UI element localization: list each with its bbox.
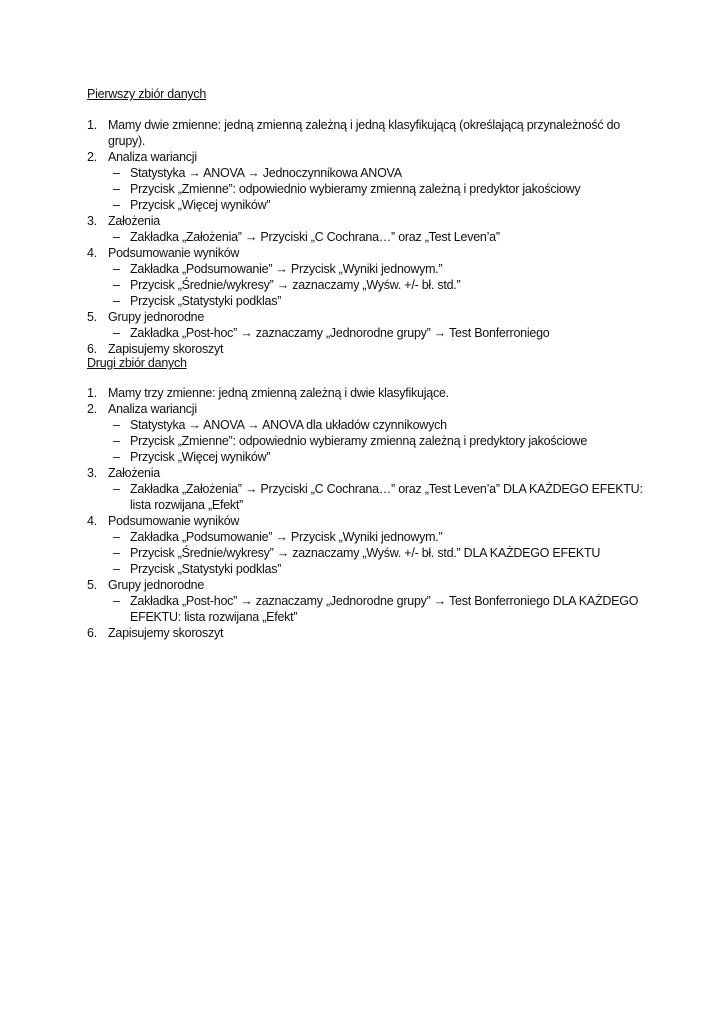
list-item-number: 1. [87, 386, 97, 400]
dash-bullet: – [113, 562, 120, 576]
list-item-number: 6. [87, 626, 97, 640]
list-item-text: Mamy trzy zmienne: jedną zmienną zależną i dwie klasyfikujące. [108, 386, 449, 400]
list-item-number: 4. [87, 514, 97, 528]
dash-bullet: – [113, 198, 120, 212]
list-item [87, 401, 647, 417]
section-title-first-dataset: Pierwszy zbiór danych [87, 87, 207, 101]
sub-item-text: Zakładka „Post-hoc” → zaznaczamy „Jednorodne grupy” → Test Bonferroniego [130, 326, 550, 340]
sub-item [87, 593, 647, 625]
list-item-number: 6. [87, 342, 97, 356]
sub-item-text: Przycisk „Statystyki podklas” [130, 294, 282, 308]
list-item-number: 2. [87, 402, 97, 416]
sub-item [87, 561, 647, 577]
dash-bullet: – [113, 546, 120, 560]
sub-item [87, 181, 647, 197]
list-item-number: 1. [87, 118, 97, 132]
sub-item [87, 449, 647, 465]
list-item [87, 577, 647, 593]
sub-item-text: Przycisk „Zmienne”: odpowiednio wybieramy zmienną zależną i predyktor jakościowy [130, 182, 581, 196]
dash-bullet: – [113, 434, 120, 448]
list-item-text: Podsumowanie wyników [108, 514, 240, 528]
list-item [87, 117, 647, 149]
sub-item-text: Przycisk „Więcej wyników” [130, 198, 271, 212]
dash-bullet: – [113, 182, 120, 196]
sub-item [87, 325, 647, 341]
sub-item-text: Zakładka „Podsumowanie” → Przycisk „Wyniki jednowym.” [130, 530, 443, 544]
list-item-number: 2. [87, 150, 97, 164]
sub-item-text: Statystyka → ANOVA → ANOVA dla układów czynnikowych [130, 418, 447, 432]
dash-bullet: – [113, 450, 120, 464]
sub-item [87, 293, 647, 309]
sub-item-text: Statystyka → ANOVA → Jednoczynnikowa ANOVA [130, 166, 402, 180]
sub-item-text: Przycisk „Zmienne”: odpowiednio wybieramy zmienną zależną i predyktory jakościowe [130, 434, 588, 448]
list-item [87, 625, 647, 641]
dash-bullet: – [113, 278, 120, 292]
sub-item-text: Zakładka „Założenia” → Przyciski „C Cochrana…” oraz „Test Leven’a” DLA KAŻDEGO EFEKTU: lista rozwijana „Efekt” [130, 482, 643, 512]
list-item-text: Założenia [108, 466, 160, 480]
dash-bullet: – [113, 326, 120, 340]
sub-item-text: Przycisk „Więcej wyników” [130, 450, 271, 464]
list-item [87, 245, 647, 261]
sub-item-text: Zakładka „Post-hoc” → zaznaczamy „Jednorodne grupy” → Test Bonferroniego DLA KAŻDEGO EFEKTU: lista rozwijana „Efekt” [130, 594, 639, 624]
sub-item-text: Zakładka „Podsumowanie” → Przycisk „Wyniki jednowym.” [130, 262, 443, 276]
dash-bullet: – [113, 594, 120, 608]
list-item-number: 3. [87, 466, 97, 480]
sub-item [87, 417, 647, 433]
sub-item [87, 277, 647, 293]
list-item-number: 3. [87, 214, 97, 228]
dash-bullet: – [113, 166, 120, 180]
list-item-text: Mamy dwie zmienne: jedną zmienną zależną i jedną klasyfikującą (określającą przynależność do grupy). [108, 118, 620, 148]
dash-bullet: – [113, 530, 120, 544]
list-item-text: Grupy jednorodne [108, 578, 205, 592]
sub-item [87, 229, 647, 245]
dash-bullet: – [113, 294, 120, 308]
list-item-number: 5. [87, 310, 97, 324]
dash-bullet: – [113, 230, 120, 244]
list-item [87, 309, 647, 325]
list-item-text: Założenia [108, 214, 160, 228]
list-item-text: Analiza wariancji [108, 150, 197, 164]
list-item-text: Grupy jednorodne [108, 310, 205, 324]
section-title-second-dataset: Drugi zbiór danych [87, 356, 187, 370]
sub-item [87, 433, 647, 449]
sub-item-text: Przycisk „Statystyki podklas” [130, 562, 282, 576]
list-item [87, 465, 647, 481]
first-dataset-list [87, 117, 647, 357]
sub-item [87, 545, 647, 561]
sub-item-text: Przycisk „Średnie/wykresy” → zaznaczamy „Wyśw. +/- bł. std.” DLA KAŻDEGO EFEKTU [130, 546, 601, 560]
list-item-text: Zapisujemy skoroszyt [108, 626, 224, 640]
list-item [87, 513, 647, 529]
list-item-text: Podsumowanie wyników [108, 246, 240, 260]
sub-item [87, 165, 647, 181]
dash-bullet: – [113, 262, 120, 276]
dash-bullet: – [113, 482, 120, 496]
sub-item [87, 481, 647, 513]
list-item-number: 5. [87, 578, 97, 592]
list-item [87, 213, 647, 229]
list-item [87, 149, 647, 165]
dash-bullet: – [113, 418, 120, 432]
sub-item [87, 261, 647, 277]
list-item-text: Analiza wariancji [108, 402, 197, 416]
second-dataset-list [87, 385, 647, 641]
list-item-text: Zapisujemy skoroszyt [108, 342, 224, 356]
list-item-number: 4. [87, 246, 97, 260]
sub-item-text: Przycisk „Średnie/wykresy” → zaznaczamy „Wyśw. +/- bł. std.” [130, 278, 461, 292]
sub-item [87, 529, 647, 545]
list-item [87, 385, 647, 401]
sub-item [87, 197, 647, 213]
sub-item-text: Zakładka „Założenia” → Przyciski „C Cochrana…” oraz „Test Leven’a” [130, 230, 500, 244]
